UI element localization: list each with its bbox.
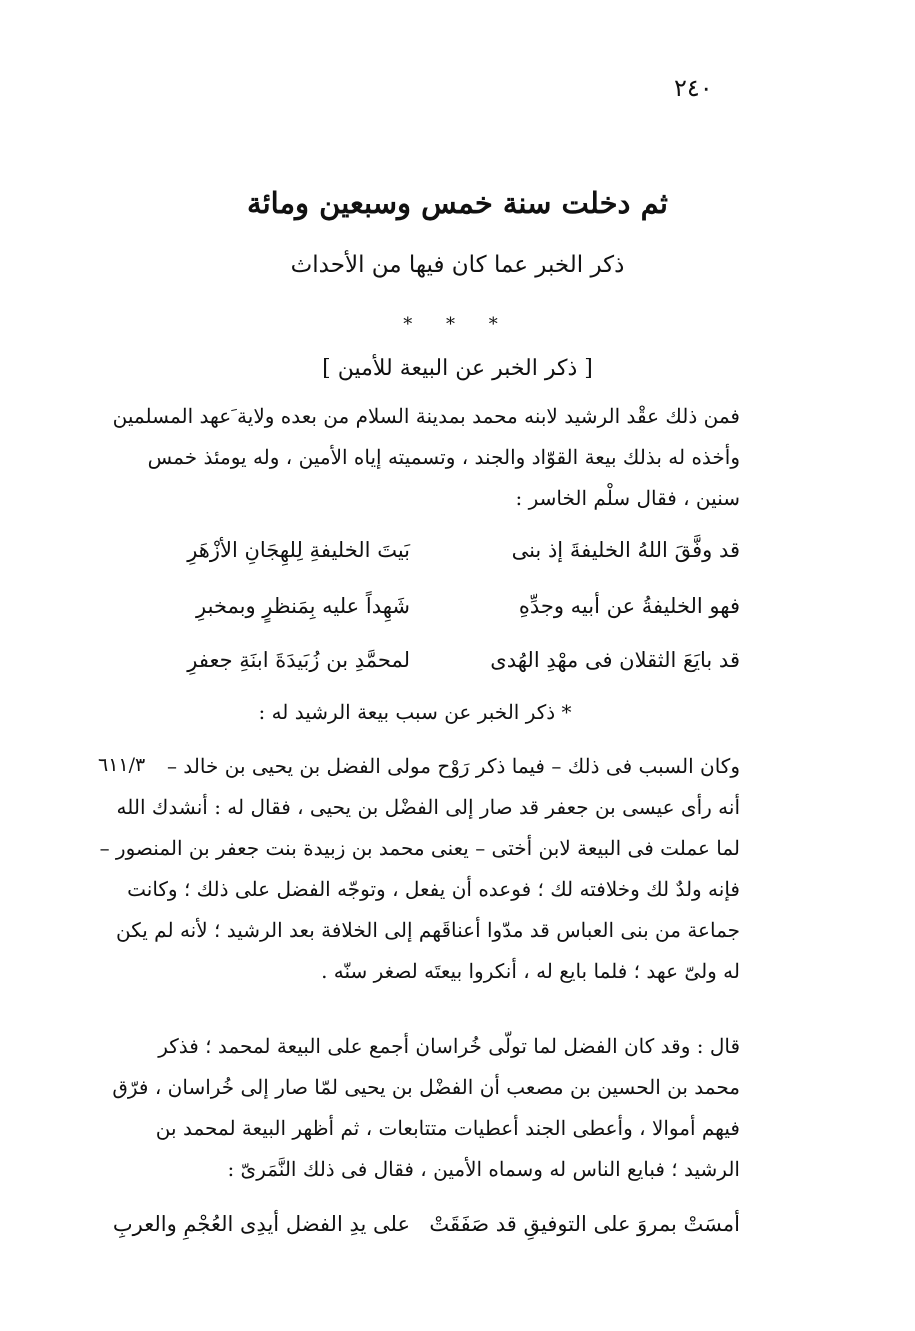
paragraph-3	[90, 1026, 740, 1190]
text-line: محمد بن الحسين بن مصعب أن الفضْل بن يحيى لمّا صار إلى خُراسان ، فرّق	[112, 1075, 740, 1099]
verse-second-hemistich: على يدِ الفضل أيدِى العُجْمِ والعربِ	[112, 1212, 410, 1236]
verse-line-4	[90, 1196, 740, 1252]
subsection-heading: * ذكر الخبر عن سبب بيعة الرشيد له :	[258, 700, 572, 724]
text-line: فمن ذلك عقْد الرشيد لابنه محمد بمدينة السلام من بعده ولاية َعهد المسلمين	[112, 404, 740, 428]
chapter-subtitle: ذكر الخبر عما كان فيها من الأحداث	[290, 252, 625, 278]
section-heading: [ ذكر الخبر عن البيعة للأمين ]	[322, 356, 593, 381]
verse-first-hemistich: قد بايَعَ الثقلان فى مهْدِ الهُدى	[490, 648, 740, 672]
text-line: وأخذه له بذلك بيعة القوّاد والجند ، وتسميته إياه الأمين ، وله يومئذ خمس	[147, 445, 740, 469]
text-line: قال : وقد كان الفضل لما تولّى خُراسان أجمع على البيعة لمحمد ؛ فذكر	[158, 1034, 740, 1058]
verse-second-hemistich: بَيتَ الخليفةِ لِلهِجَانِ الأزْهَرِ	[187, 538, 410, 562]
verse-line-2	[90, 578, 740, 634]
text-line: الرشيد ؛ فبايع الناس له وسماه الأمين ، فقال فى ذلك النَّمَرىّ :	[227, 1157, 740, 1181]
page-number: ٢٤٠	[674, 74, 713, 102]
text-line: فإنه ولدٌ لك وخلافته لك ؛ فوعده أن يفعل ، وتوجّه الفضل على ذلك ؛ وكانت	[127, 877, 740, 901]
verse-first-hemistich: أمسَتْ بمروَ على التوفيقِ قد صَفَقَتْ	[429, 1212, 740, 1236]
verse-first-hemistich: فهو الخليفةُ عن أبيه وجدِّهِ	[518, 594, 740, 618]
margin-reference: ٦١١/٣	[98, 754, 146, 776]
text-line: سنين ، فقال سلْم الخاسر :	[515, 486, 740, 510]
text-line: جماعة من بنى العباس قد مدّوا أعناقَهم إلى الخلافة بعد الرشيد ؛ لأنه لم يكن	[115, 918, 740, 942]
chapter-title: ثم دخلت سنة خمس وسبعين ومائة	[247, 186, 668, 220]
verse-first-hemistich: قد وفَّقَ اللهُ الخليفةَ إذ بنى	[511, 538, 740, 562]
section-divider-stars: * * *	[403, 314, 512, 335]
verse-second-hemistich: شَهِداً عليه بِمَنظرٍ وبمخبرِ	[196, 594, 410, 618]
text-line: له ولىّ عهد ؛ فلما بايع له ، أنكروا بيعتَه لصغر سنّه .	[321, 959, 740, 983]
paragraph-2	[90, 746, 740, 992]
text-line: وكان السبب فى ذلك – فيما ذكر رَوْح مولى الفضل بن يحيى بن خالد –	[166, 754, 740, 778]
text-line: لما عملت فى البيعة لابن أختى – يعنى محمد بن زبيدة بنت جعفر بن المنصور –	[99, 836, 740, 860]
verse-line-1	[90, 522, 740, 578]
paragraph-1	[90, 396, 740, 519]
verse-second-hemistich: لمحمَّدِ بن زُبَيدَةَ ابنَةِ جعفرِ	[187, 648, 410, 672]
text-line: فيهم أموالا ، وأعطى الجند أعطيات متتابعات ، ثم أظهر البيعة لمحمد بن	[155, 1116, 740, 1140]
verse-line-3	[90, 632, 740, 688]
text-line: أنه رأى عيسى بن جعفر قد صار إلى الفضْل بن يحيى ، فقال له : أنشدك الله	[116, 795, 740, 819]
